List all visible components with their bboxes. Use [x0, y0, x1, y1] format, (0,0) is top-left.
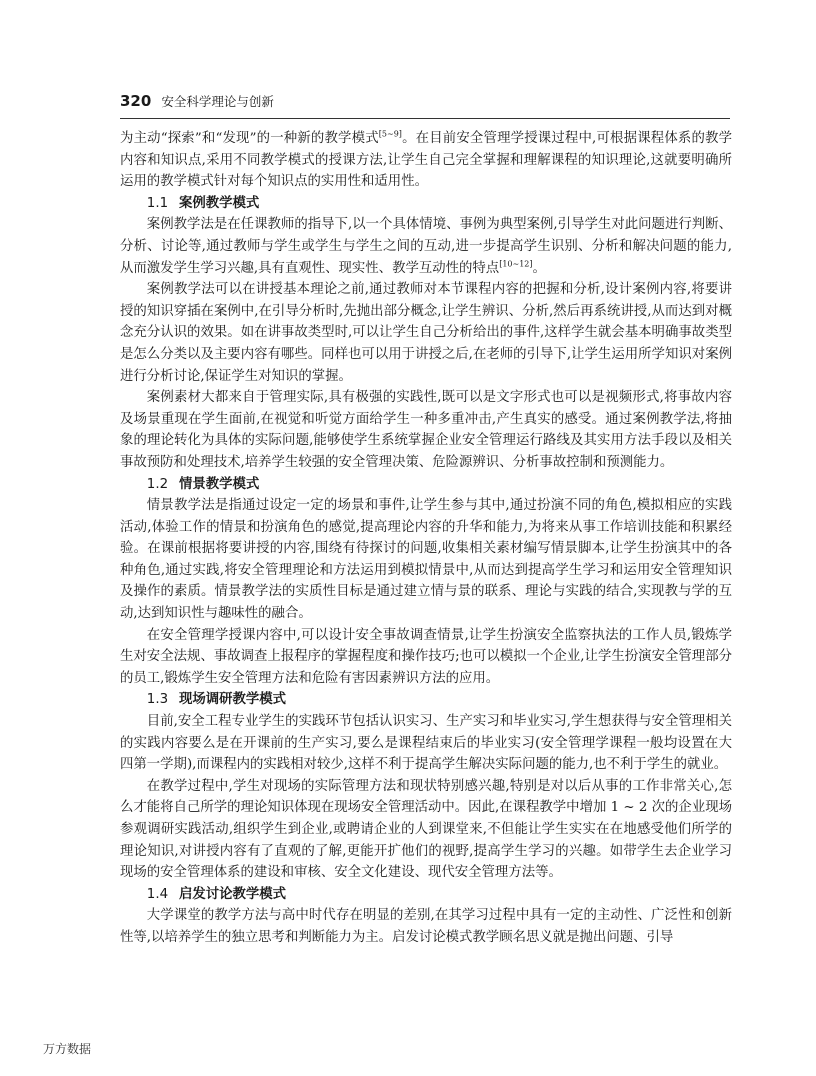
paragraph: 在教学过程中,学生对现场的实际管理方法和现状特别感兴趣,特别是对以后从事的工作非常关心,怎么才能将自己所学的理论知识体现在现场安全管理活动中。因此,在课程教学中增加 1 ~ 2 次的企业现场参观调研实践活动,组织学生到企业,或聘请企业的人到课堂来,不但能让学生实实在在地感受他们所学的理论知识,对讲授内容有了直观的了解,更能开扩他们的视野,提高学生学习的兴趣。如带学生去企业学习现场的安全管理体系的建设和审核、安全文化建设、现代安全管理方法等。 — [120, 778, 732, 881]
running-header — [120, 92, 730, 119]
running-title: 安全科学理论与创新 — [161, 94, 274, 109]
paragraph: 案例素材大都来自于管理实际,具有极强的实践性,既可以是文字形式也可以是视频形式,将事故内容及场景重现在学生面前,在视觉和听觉方面给学生一种多重冲击,产生真实的感受。通过案例教学法,将抽象的理论转化为具体的实际问题,能够使学生系统掌握企业安全管理运行路线及其实用方法手段以及相关事故预防和处理技术,培养学生较强的安全管理决策、危险源辨识、分析事故控制和预测能力。 — [120, 390, 732, 470]
paragraph: 案例教学法是在任课教师的指导下,以一个具体情境、事例为典型案例,引导学生对此问题进行判断、分析、讨论等,通过教师与学生或学生与学生之间的互动,进一步提高学生识别、分析和解决问题的能力,从而激发学生学习兴趣,具有直观性、现实性、教学互动性的特点[10~12]。 — [120, 217, 732, 276]
citation: [5~9] — [378, 129, 402, 139]
paragraph: 在安全管理学授课内容中,可以设计安全事故调查情景,让学生扮演安全监察执法的工作人员,锻炼学生对安全法规、事故调查上报程序的掌握程度和操作技巧;也可以模拟一个企业,让学生扮演安全管理部分的员工,锻炼学生安全管理方法和危险有害因素辨识方法的应用。 — [120, 627, 732, 686]
paragraph: 情景教学法是指通过设定一定的场景和事件,让学生参与其中,通过扮演不同的角色,模拟相应的实践活动,体验工作的情景和扮演角色的感觉,提高理论内容的升华和能力,为将来从事工作培训技能和积累经验。在课前根据将要讲授的内容,围绕有待探讨的问题,收集相关素材编写情景脚本,让学生扮演其中的各种角色,通过实践,将安全管理理论和方法运用到模拟情景中,从而达到提高学生学习和运用安全管理知识及操作的素质。情景教学法的实质性目标是通过建立情与景的联系、理论与实践的结合,实现教与学的互动,达到知识性与趣味性的融合。 — [120, 498, 732, 622]
paragraph: 大学课堂的教学方法与高中时代存在明显的差别,在其学习过程中具有一定的主动性、广泛性和创新性等,以培养学生的独立思考和判断能力为主。启发讨论模式教学顾名思义就是抛出问题、引导 — [120, 908, 732, 945]
citation: [10~12] — [499, 259, 533, 269]
page-number: 320 — [120, 92, 152, 110]
paragraph: 案例教学法可以在讲授基本理论之前,通过教师对本节课程内容的把握和分析,设计案例内容,将要讲授的知识穿插在案例中,在引导分析时,先抛出部分概念,让学生辨识、分析,然后再系统讲授,从而达到对概念充分认识的效果。如在讲事故类型时,可以让学生自己分析给出的事件,这样学生就会基本明确事故类型是怎么分类以及主要内容有哪些。同样也可以用于讲授之后,在老师的引导下,让学生运用所学知识对案例进行分析讨论,保证学生对知识的掌握。 — [120, 282, 732, 384]
watermark: 万方数据 — [43, 1042, 92, 1056]
section-heading-1-4: 1.4 启发讨论教学模式 — [146, 886, 287, 902]
section-heading-1-2: 1.2 情景教学模式 — [146, 476, 260, 492]
section-heading-1-3: 1.3 现场调研教学模式 — [146, 692, 287, 708]
section-heading-1-1: 1.1 案例教学模式 — [146, 195, 260, 211]
article-body — [120, 128, 732, 949]
intro-paragraph: 为主动“探索”和“发现”的一种新的教学模式[5~9]。在目前安全管理学授课过程中,可根据课程体系的教学内容和知识点,采用不同教学模式的授课方法,让学生自己完全掌握和理解课程的知识理论,这就要明确所运用的教学模式针对每个知识点的实用性和适用性。 — [120, 129, 732, 190]
paragraph: 目前,安全工程专业学生的实践环节包括认识实习、生产实习和毕业实习,学生想获得与安全管理相关的实践内容要么是在开课前的生产实习,要么是课程结束后的毕业实习(安全管理学课程一般均设置在大四第一学期),而课程内的实践相对较少,这样不利于提高学生解决实际问题的能力,也不利于学生的就业。 — [120, 714, 732, 773]
